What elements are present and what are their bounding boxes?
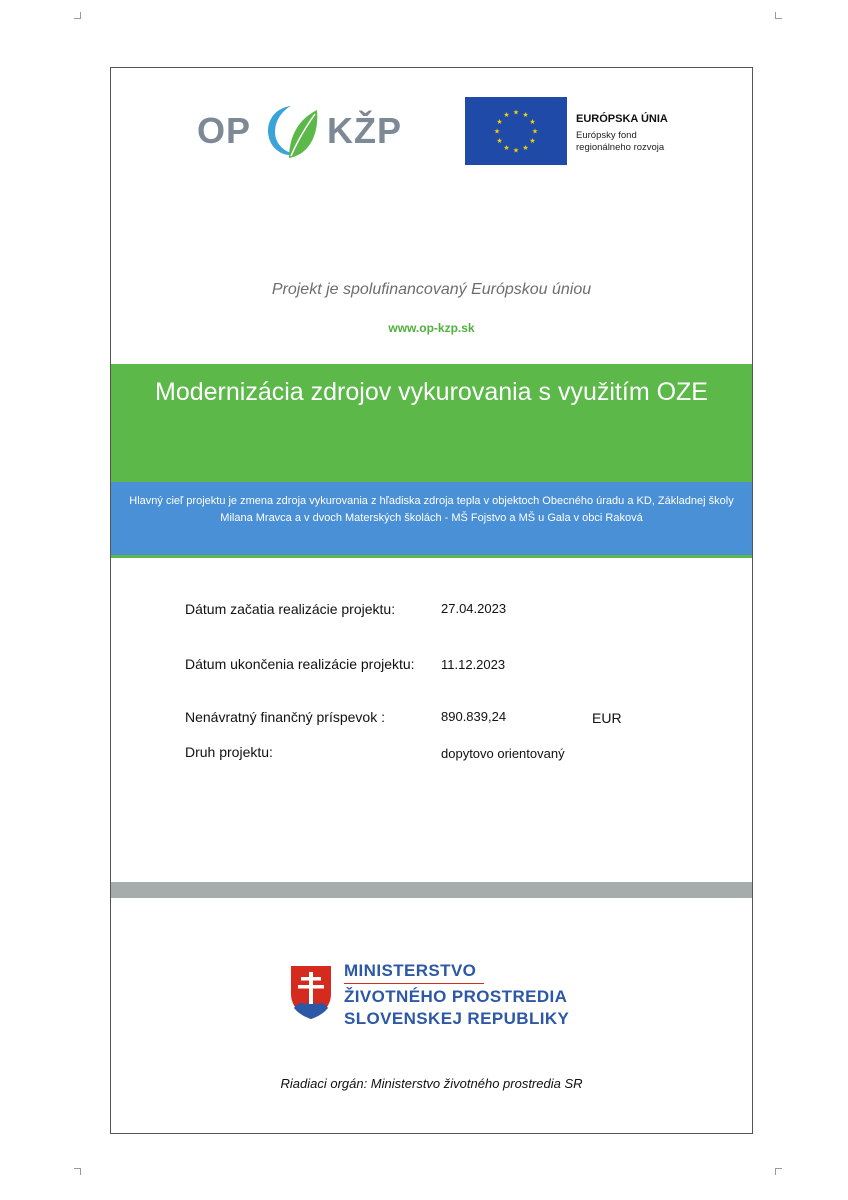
- eu-star-icon: ★: [522, 144, 529, 152]
- crop-mark-top-right: [775, 12, 782, 19]
- grant-currency: EUR: [592, 710, 622, 726]
- crop-mark-bottom-left: [74, 1168, 81, 1175]
- eu-star-icon: ★: [512, 108, 520, 117]
- project-goal-text: [117, 493, 746, 527]
- project-title-band: [111, 364, 752, 558]
- divider-strip: [111, 882, 752, 898]
- eu-star-icon: ★: [529, 118, 536, 126]
- grant-label: Nenávratný finančný príspevok :: [185, 709, 385, 725]
- eu-fund-line2: regionálneho rozvoja: [576, 142, 665, 153]
- eu-flag-icon: [465, 97, 567, 165]
- ministry-line3: SLOVENSKEJ REPUBLIKY: [344, 1009, 570, 1028]
- project-type-label: Druh projektu:: [185, 744, 273, 760]
- billboard-frame: [110, 67, 753, 1134]
- start-date-label: Dátum začatia realizácie projektu:: [185, 601, 396, 617]
- start-date-value: 27.04.2023: [441, 601, 507, 616]
- crop-mark-top-left: [74, 12, 81, 19]
- eu-star-icon: ★: [503, 111, 510, 119]
- grant-value: 890.839,24: [441, 709, 507, 724]
- eu-star-icon: ★: [529, 137, 536, 145]
- eu-fund-line1: Európsky fond: [576, 130, 637, 141]
- project-title: Modernizácia zdrojov vykurovania s využitím OZE: [155, 378, 708, 406]
- op-logo-text-left: OP: [197, 110, 252, 151]
- project-goal-band: [111, 482, 752, 555]
- eu-star-icon: ★: [512, 146, 520, 155]
- ministry-logo: [287, 961, 587, 1041]
- end-date-label: Dátum ukončenia realizácie projektu:: [185, 656, 415, 672]
- project-goal-line1: Hlavný cieľ projektu je zmena zdroja vykurovania z hľadiska zdroja tepla v objektoch Obecného úradu a KD, Základnej školy: [129, 495, 734, 507]
- eu-star-icon: ★: [531, 127, 539, 136]
- ministry-line1: MINISTERSTVO: [344, 961, 477, 980]
- managing-authority: Riadiaci orgán: Ministerstvo životného prostredia SR: [280, 1076, 583, 1091]
- project-goal-line2: Milana Mravca a v dvoch Materských školách - MŠ Fojstvo a MŠ u Gala v obci Raková: [220, 512, 643, 524]
- end-date-value: 11.12.2023: [441, 657, 506, 672]
- op-kzp-logo: [197, 98, 407, 168]
- eu-title: EURÓPSKA ÚNIA: [576, 113, 668, 125]
- project-type-value: dopytovo orientovaný: [441, 746, 565, 761]
- crop-mark-bottom-right: [775, 1168, 782, 1175]
- ministry-line2: ŽIVOTNÉHO PROSTREDIA: [344, 987, 568, 1006]
- eu-star-icon: ★: [493, 127, 501, 136]
- eu-star-icon: ★: [522, 111, 529, 119]
- eu-star-icon: ★: [496, 118, 503, 126]
- website-link[interactable]: www.op-kzp.sk: [388, 321, 475, 335]
- cofinancing-tagline: Projekt je spolufinancovaný Európskou úniou: [271, 281, 592, 298]
- op-logo-text-right: KŽP: [327, 110, 402, 151]
- ministry-underline: [344, 983, 484, 984]
- eu-star-icon: ★: [496, 137, 503, 145]
- leaf-icon: [261, 98, 325, 168]
- eu-star-icon: ★: [503, 144, 510, 152]
